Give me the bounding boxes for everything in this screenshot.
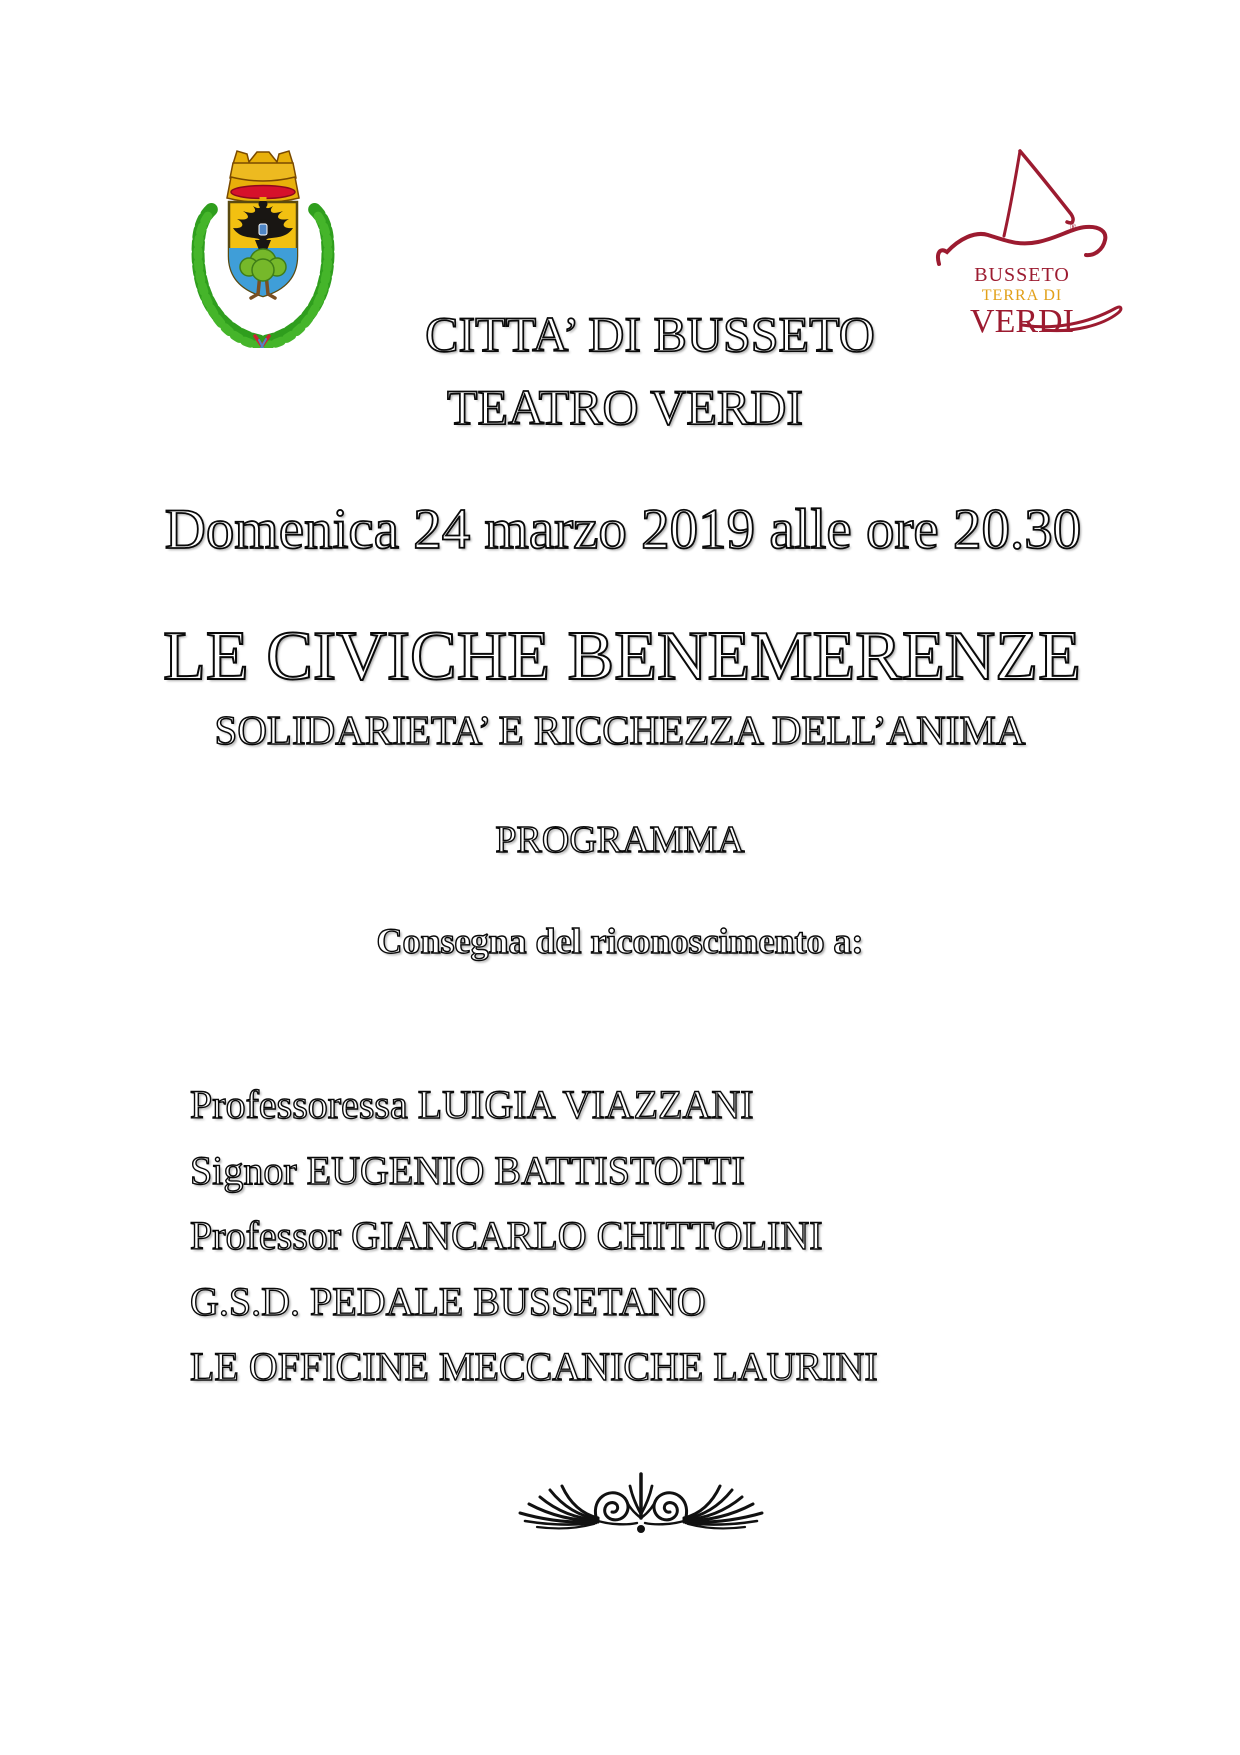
organization-title-line2: TEATRO VERDI: [446, 379, 803, 435]
mural-crown-icon: [227, 151, 299, 203]
decorative-flourish-icon: [512, 1468, 770, 1542]
event-subtitle: SOLIDARIETA’ E RICCHEZZA DELL’ANIMA: [214, 707, 1026, 753]
honoree-line: Professor GIANCARLO CHITTOLINI: [190, 1213, 823, 1258]
honoree-line: Signor EUGENIO BATTISTOTTI: [190, 1147, 745, 1193]
event-date-line: Domenica 24 marzo 2019 alle ore 20.30: [164, 498, 1082, 561]
honoree-list: [190, 1072, 878, 1400]
section-heading-programma: PROGRAMMA: [495, 819, 745, 861]
verdi-logo-registered-mark: ®: [1069, 222, 1077, 232]
verdi-logo-line3: VERDI: [970, 303, 1074, 340]
honoree-line: Professoressa LUIGIA VIAZZANI: [190, 1082, 754, 1127]
heraldic-shield-icon: [229, 197, 297, 298]
verdi-logo-line2: TERRA DI: [981, 287, 1063, 304]
honoree-line: LE OFFICINE MECCANICHE LAURINI: [190, 1344, 878, 1389]
verdi-logo-line1: BUSSETO: [974, 264, 1070, 286]
presentation-intro-line: Consegna del riconoscimento a:: [376, 921, 864, 961]
organization-title-line1: CITTA’ DI BUSSETO: [425, 306, 875, 362]
event-title: LE CIVICHE BENEMERENZE: [163, 618, 1081, 695]
honoree-line: G.S.D. PEDALE BUSSETANO: [190, 1278, 706, 1324]
